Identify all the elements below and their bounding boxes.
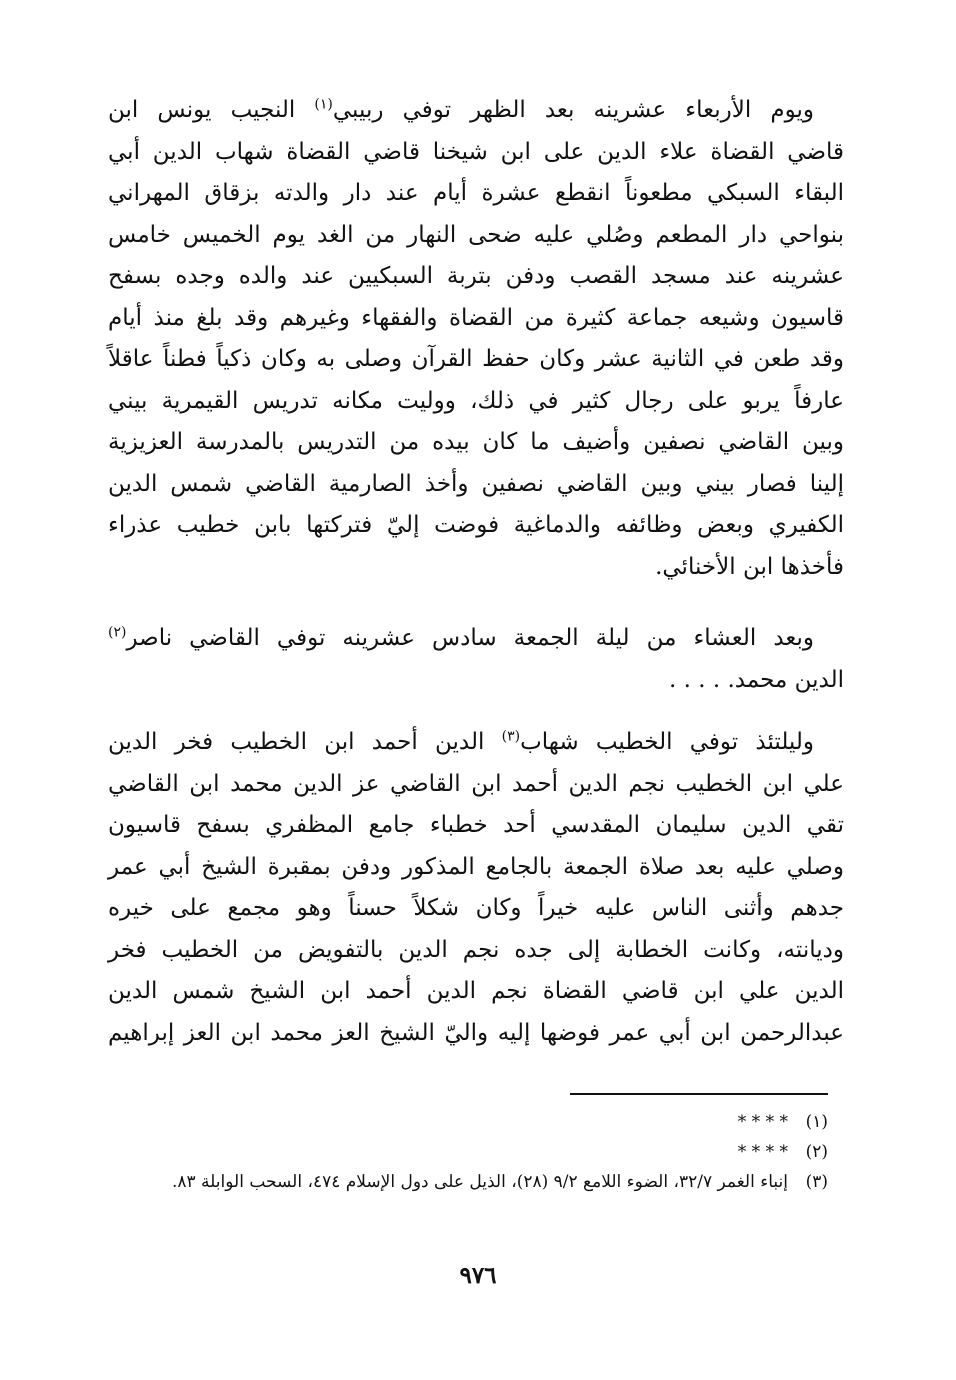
text-fragment: ويوم الأربعاء عشرينه بعد الظهر توفي ربيبي	[332, 97, 814, 123]
text-line: الدين علي ابن قاضي القضاة نجم الدين أحمد ابن الشيخ شمس الدين	[108, 978, 844, 1004]
footnote-text: * * * *	[737, 1112, 788, 1132]
text-line	[108, 618, 844, 660]
footnote-text: * * * *	[737, 1142, 788, 1162]
text-line: فأخذها ابن الأخنائي.	[655, 553, 844, 580]
text-line: قاسيون وشيعه جماعة كثيرة من القضاة والفقهاء وغيرهم وقد بلغ منذ أيام	[108, 304, 844, 331]
footnote-number: (٣)	[805, 1172, 828, 1192]
paragraph-death-of-khatib-shihab	[108, 722, 844, 1054]
footnote-marker: (٣)	[501, 728, 521, 745]
footnote-number: (١)	[805, 1112, 828, 1132]
text-line: قاضي القضاة علاء الدين على ابن شيخنا قاضي القضاة شهاب الدين أبي	[108, 138, 844, 165]
footnote-marker: (١)	[314, 96, 333, 113]
text-line: البقاء السبكي مطعوناً انقطع عشرة أيام عند دار والدته بزقاق المهراني	[108, 180, 844, 206]
text-line: عبدالرحمن ابن أبي عمر فوضها إليه واليّ الشيخ العز محمد ابن العز إبراهيم	[108, 1019, 844, 1046]
text-fragment: وبعد العشاء من ليلة الجمعة سادس عشرينه توفي القاضي ناصر	[126, 625, 814, 651]
text-line: وديانته، وكانت الخطابة إلى جده نجم الدين بالتفويض من الخطيب فخر	[108, 936, 844, 963]
footnote-separator	[570, 1093, 828, 1095]
footnote-3	[108, 1168, 828, 1196]
footnote-2	[108, 1138, 828, 1166]
paragraph-death-of-yunus	[108, 90, 844, 588]
text-line	[108, 90, 844, 132]
text-line: جدهم وأثنى الناس عليه خيراً وكان شكلاً حسناً وهو مجمع على خيره	[108, 895, 844, 921]
footnote-number: (٢)	[805, 1142, 828, 1162]
text-line: عارفاً يربو على رجال كثير في ذلك، ووليت مكانه تدريس القيمرية بيني	[108, 387, 844, 414]
text-line	[108, 722, 844, 764]
text-fragment: وليلتئذ توفي الخطيب شهاب	[520, 729, 814, 755]
text-fragment: الدين أحمد ابن الخطيب فخر الدين	[108, 729, 502, 755]
footnote-1	[108, 1108, 828, 1136]
page-number: ٩٧٦	[459, 1262, 497, 1289]
text-line: بنواحي دار المطعم وصُلي عليه ضحى النهار من الغد يوم الخميس خامس	[108, 221, 844, 248]
paragraph-death-of-nasir-al-din	[108, 618, 844, 701]
footnote-text: إنباء الغمر ٣٢/٧، الضوء اللامع ٩/٢ (٢٨)، الذيل على دول الإسلام ٤٧٤، السحب الوابلة ٨٣.	[171, 1172, 788, 1192]
text-line: وقد طعن في الثانية عشر وكان حفظ القرآن وصلى به وكان ذكياً فطناً عاقلاً	[108, 346, 844, 372]
text-line: الكفيري وبعض وظائفه والدماغية فوضت إليّ فتركتها بابن خطيب عذراء	[108, 512, 844, 538]
text-line: علي ابن الخطيب نجم الدين أحمد ابن القاضي عز الدين محمد ابن القاضي	[108, 770, 844, 797]
footnotes	[108, 1108, 828, 1198]
text-line: الدين محمد. . . . .	[668, 666, 844, 693]
text-line: عشرينه عند مسجد القصب ودفن بتربة السبكيين عند والده وجده بسفح	[108, 263, 844, 289]
text-line: وبين القاضي نصفين وأضيف ما كان بيده من التدريس بالمدرسة العزيزية	[108, 429, 844, 455]
text-line: وصلي عليه بعد صلاة الجمعة بالجامع المذكور ودفن بمقبرة الشيخ أبي عمر	[108, 853, 844, 880]
text-fragment: النجيب يونس ابن	[108, 97, 315, 123]
footnote-marker: (٢)	[108, 624, 127, 641]
text-line: إلينا فصار بيني وبين القاضي نصفين وأخذ الصارمية القاضي شمس الدين	[108, 470, 844, 497]
text-line: تقي الدين سليمان المقدسي أحد خطباء جامع المظفري بسفح قاسيون	[108, 812, 844, 838]
